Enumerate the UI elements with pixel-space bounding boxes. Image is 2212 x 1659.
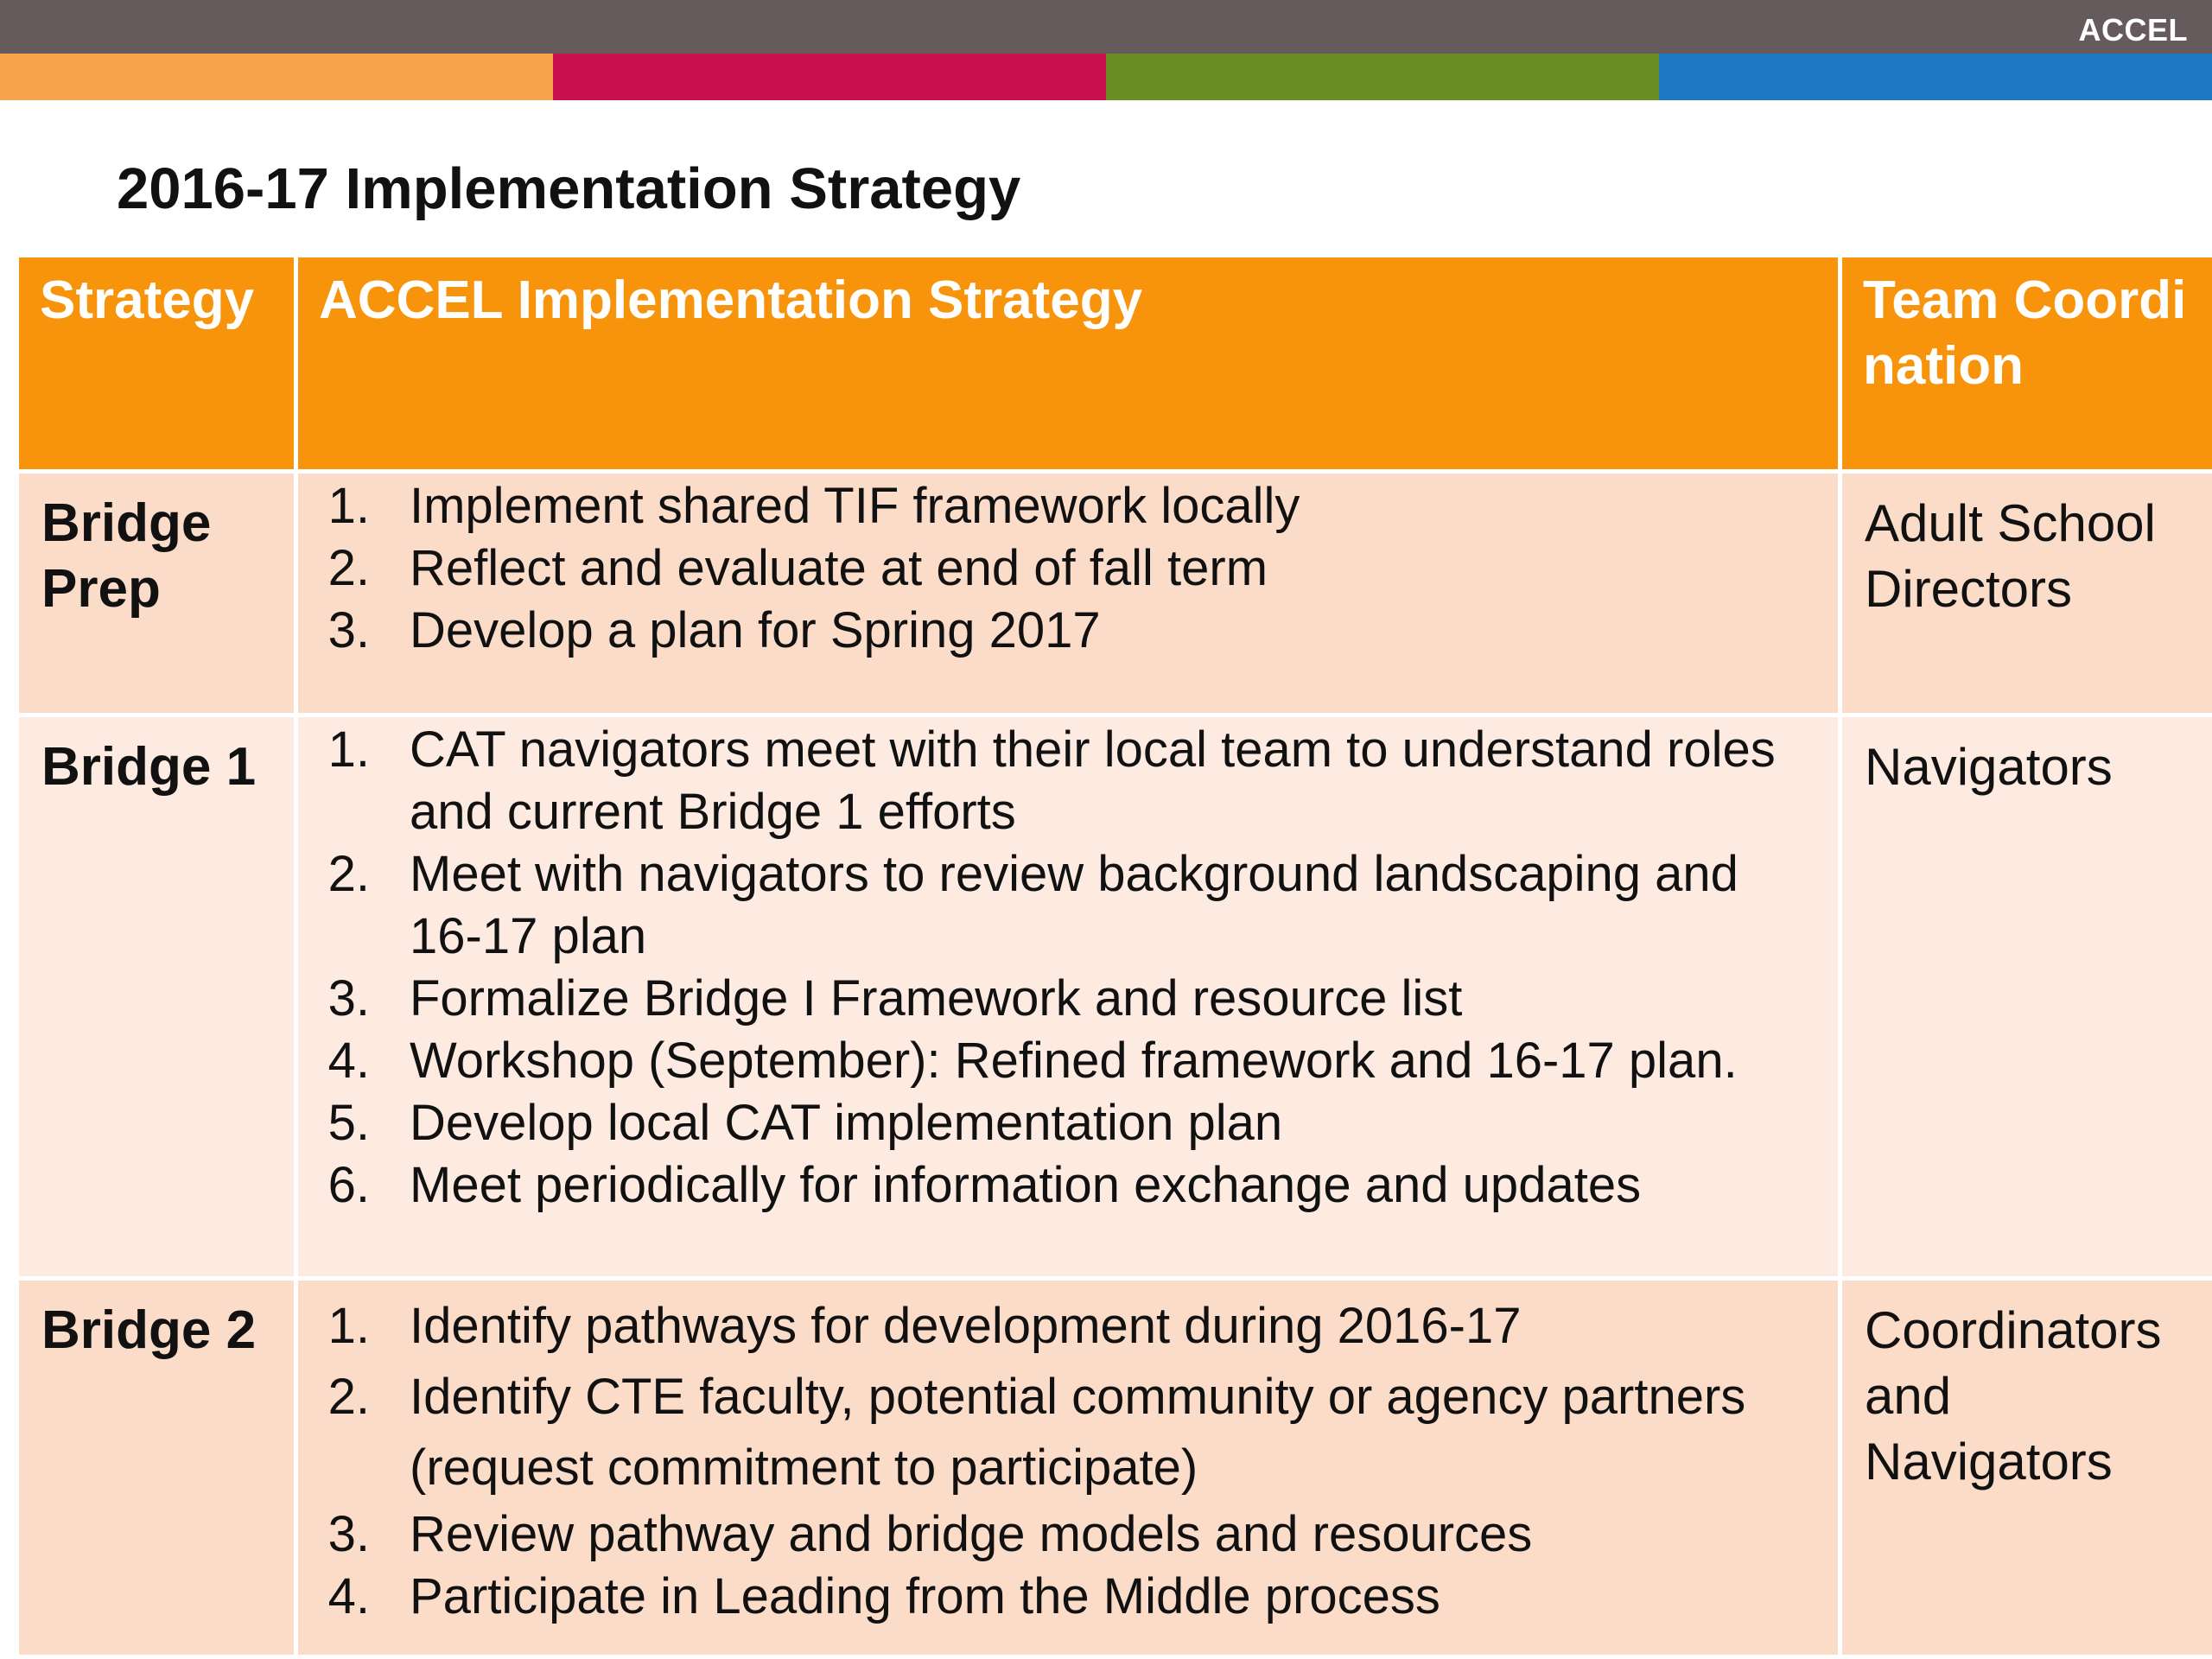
list-item [298, 1503, 1821, 1566]
row-items-bridge-prep [298, 474, 1842, 717]
item-text: Develop local CAT implementation plan [410, 1095, 1283, 1151]
list-item [298, 968, 1821, 1030]
item-list [298, 474, 1838, 662]
item-text: Workshop (September): Refined framework and 16-17 plan. [410, 1033, 1738, 1089]
row-strategy-bridge-1: Bridge 1 [19, 717, 298, 1281]
strategy-table [19, 257, 2212, 1659]
item-text: Review pathway and bridge models and resources [410, 1506, 1533, 1562]
item-text: Formalize Bridge I Framework and resource list [410, 970, 1463, 1027]
list-item [298, 843, 1821, 968]
row-items-bridge-2 [298, 1281, 1842, 1659]
list-item [298, 1362, 1821, 1503]
list-item [298, 1291, 1821, 1362]
item-text: Meet periodically for information exchange and updates [410, 1157, 1642, 1213]
row-team-bridge-2: Coordinators and Navigators [1842, 1281, 2212, 1659]
color-stripes [0, 54, 2212, 100]
item-number: 1. [327, 721, 370, 778]
item-text: Develop a plan for Spring 2017 [410, 602, 1101, 658]
list-item [298, 1030, 1821, 1092]
item-number: 2. [327, 846, 370, 902]
item-text: Implement shared TIF framework locally [410, 478, 1300, 534]
stripe-orange [0, 54, 553, 100]
list-item [298, 719, 1821, 843]
item-text: CAT navigators meet with their local team to understand roles and current Bridge 1 efforts [410, 721, 1776, 840]
item-text: Identify pathways for development during 2016-17 [410, 1298, 1522, 1354]
item-text: Identify CTE faculty, potential community or agency partners (request commitment to participate) [410, 1369, 1746, 1496]
list-item [298, 1566, 1821, 1628]
item-number: 3. [327, 1506, 370, 1562]
item-number: 3. [327, 970, 370, 1027]
row-team-bridge-prep: Adult School Directors [1842, 474, 2212, 717]
item-number: 6. [327, 1157, 370, 1213]
item-number: 5. [327, 1095, 370, 1151]
item-number: 2. [327, 540, 370, 596]
stripe-blue [1659, 54, 2212, 100]
brand-label: ACCEL [2078, 12, 2188, 48]
item-number: 4. [327, 1568, 370, 1624]
item-text: Meet with navigators to review background landscaping and 16-17 plan [410, 846, 1738, 964]
row-team-bridge-1: Navigators [1842, 717, 2212, 1281]
stripe-magenta [553, 54, 1106, 100]
column-header-implementation: ACCEL Implementation Strategy [298, 257, 1842, 474]
row-items-bridge-1 [298, 717, 1842, 1281]
list-item [298, 1092, 1821, 1154]
list-item [298, 537, 1821, 600]
column-header-team: Team Coordination [1842, 257, 2212, 474]
top-bar [0, 0, 2212, 54]
row-strategy-bridge-2: Bridge 2 [19, 1281, 298, 1659]
item-text: Reflect and evaluate at end of fall term [410, 540, 1268, 596]
list-item [298, 1154, 1821, 1217]
stripe-green [1106, 54, 1659, 100]
item-list [298, 717, 1838, 1217]
item-number: 3. [327, 602, 370, 658]
item-number: 1. [327, 478, 370, 534]
item-number: 1. [327, 1298, 370, 1354]
page-title: 2016-17 Implementation Strategy [117, 156, 1021, 221]
item-list [298, 1281, 1838, 1628]
item-number: 2. [327, 1369, 370, 1425]
row-strategy-bridge-prep: Bridge Prep [19, 474, 298, 717]
item-text: Participate in Leading from the Middle process [410, 1568, 1440, 1624]
column-header-strategy: Strategy [19, 257, 298, 474]
list-item [298, 600, 1821, 662]
item-number: 4. [327, 1033, 370, 1089]
list-item [298, 475, 1821, 537]
